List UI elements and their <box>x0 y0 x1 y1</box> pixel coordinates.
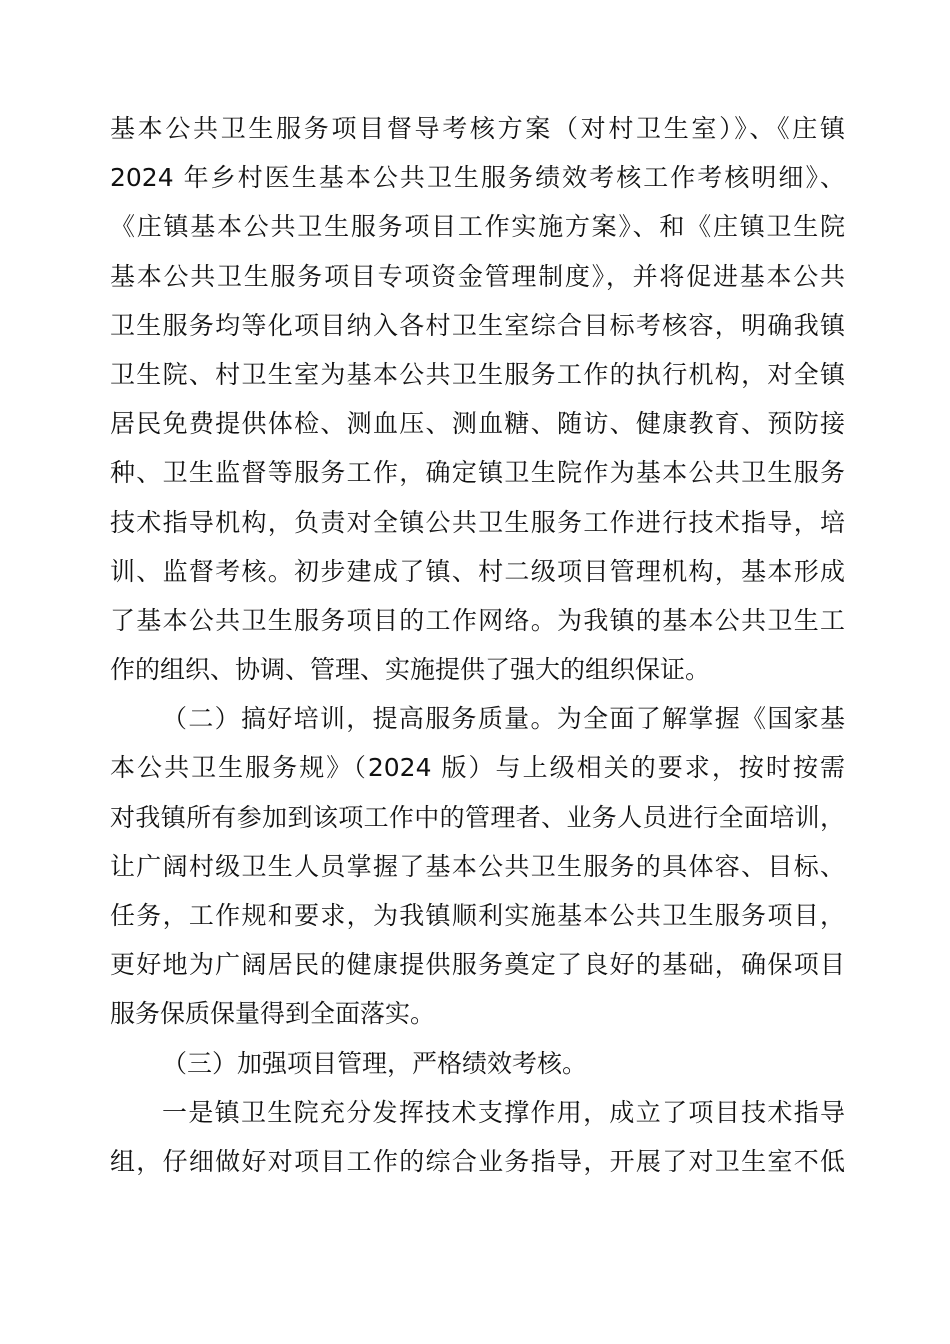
text-line: 卫生院、村卫生室为基本公共卫生服务工作的执行机构，对全镇 <box>110 359 845 389</box>
text-line: 基本公共卫生服务项目督导考核方案（对村卫生室）》、《庄镇 <box>110 114 845 143</box>
document-body <box>110 104 845 1186</box>
text-line: 更好地为广阔居民的健康提供服务奠定了良好的基础，确保项目 <box>110 950 845 980</box>
text-line: 作的组织、协调、管理、实施提供了强大的组织保证。 <box>110 655 711 685</box>
text-line: 组，仔细做好对项目工作的综合业务指导，开展了对卫生室不低 <box>110 1146 845 1176</box>
text-line: 训、监督考核。初步建成了镇、村二级项目管理机构，基本形成 <box>110 556 845 586</box>
text-line: 技术指导机构，负责对全镇公共卫生服务工作进行技术指导，培 <box>110 507 845 537</box>
text-line: 了基本公共卫生服务项目的工作网络。为我镇的基本公共卫生工 <box>110 605 845 635</box>
text-line: 基本公共卫生服务项目专项资金管理制度》，并将促进基本公共 <box>110 261 845 291</box>
text-line: 卫生服务均等化项目纳入各村卫生室综合目标考核容，明确我镇 <box>110 310 845 340</box>
text-line: 《庄镇基本公共卫生服务项目工作实施方案》、和《庄镇卫生院 <box>110 212 845 242</box>
text-line: 种、卫生监督等服务工作，确定镇卫生院作为基本公共卫生服务 <box>110 458 845 488</box>
text-line: 2024 年乡村医生基本公共卫生服务绩效考核工作考核明细》、 <box>110 163 845 193</box>
text-line: 让广阔村级卫生人员掌握了基本公共卫生服务的具体容、目标、 <box>110 851 845 881</box>
text-line: 本公共卫生服务规》（2024 版）与上级相关的要求，按时按需 <box>110 753 845 783</box>
text-line: 一是镇卫生院充分发挥技术支撑作用，成立了项目技术指导 <box>162 1097 845 1127</box>
text-line: 任务，工作规和要求，为我镇顺利实施基本公共卫生服务项目， <box>110 901 845 930</box>
text-line: 服务保质保量得到全面落实。 <box>110 999 436 1029</box>
text-line: 对我镇所有参加到该项工作中的管理者、业务人员进行全面培训， <box>110 802 845 832</box>
text-line: （二）搞好培训，提高服务质量。为全面了解掌握《国家基 <box>162 704 845 734</box>
text-line: （三）加强项目管理，严格绩效考核。 <box>162 1048 588 1078</box>
text-line: 居民免费提供体检、测血压、测血糖、随访、健康教育、预防接 <box>110 409 845 439</box>
